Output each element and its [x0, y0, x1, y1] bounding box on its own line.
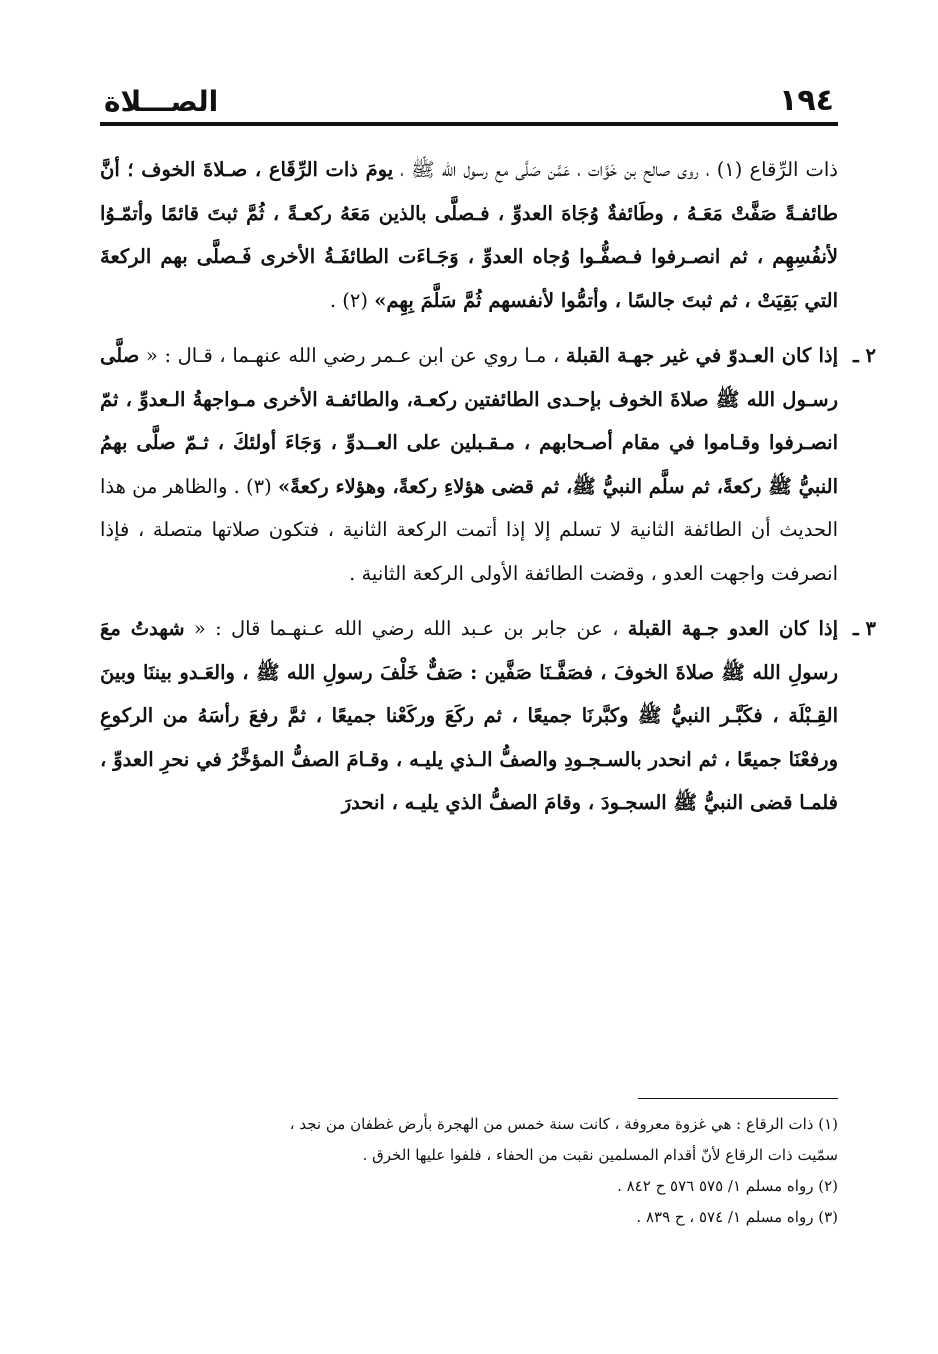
item-quote: شهدتُ معَ رسولِ الله ﷺ صلاةَ الخوفَ ، فصَفَّـنَا صَفَّين : صَفٌّ خَلْفَ رسولِ الله ﷺ ، والعَـدو بيننَا وبينَ القِـبْلَة ، فكَبَّـر النبيُّ ﷺ وكبَّرنَا جميعًا ، ثم ركَعَ وركَعْنا جميعًا ، ثمَّ رفعَ رأسَهُ من الركوعِ ورفعْنَا جميعًا ، ثم انحدر بالسـجـودِ والصفُّ الـذي يليـه ، وقـامَ الصفُّ المؤخَّرُ في نحرِ العدوِّ ، فلمـا قضى النبيُّ ﷺ السجـودَ ، وقامَ الصفُّ الذي يليـه ، انحدرَ — [100, 617, 838, 814]
item-lead: ، عن جابر بن عـبد الله رضي الله عـنهـما قال : « — [184, 617, 628, 640]
intro-lead: ذات الرِّقاع (١) ، روى صالح بن خَوَّات ، عَمَّن صَلَّى مع رسول الله ﷺ ، — [393, 158, 838, 181]
footnote-rule — [638, 1098, 838, 1099]
item-number: ٣ ـ — [853, 617, 876, 640]
footnote: (٣) رواه مسلم ١/ ٥٧٤ ، ح ٨٣٩ . — [636, 1208, 838, 1226]
item-lead: ، مـا روي عن ابن عـمر رضي الله عنهـما ، قـال : « — [139, 344, 566, 367]
intro-quote: يومَ ذات الرِّقَاع ، صـلاةَ الخوف ؛ أنَّ طائفـةً صَفَّتْ مَعَـهُ ، وطَائفةٌ وُجَاهَ العدوِّ ، فـصلَّى بالذين مَعَهُ ركعـةً ، ثُمَّ ثبتَ قائمًا وأتمّـوُا لأنفُسِهِم ، ثم انصـرفوا فـصفُّـوا وُجاه العدوِّ ، وَجَـاءَت الطائفَـةُ الأخرى فَـصلَّى بهم الركعةَ التي بَقِيَتْ ، ثم ثبتَ جالسًا ، وأتمُّوا لأنفسهم ثُمَّ سَلَّمَ بِهِم» — [100, 158, 838, 312]
item-text — [100, 334, 838, 595]
list-item — [100, 334, 876, 595]
running-title: الصـــلاة — [104, 85, 219, 118]
item-tail: (٣) . والظاهر من هذا الحديث أن الطائفة الثانية لا تسلم إلا إذا أتمت الركعة الثانية ، فتكون صلاتها متصلة ، فإذا انصرفت واجهت العدو ، وقضت الطائفة الأولى الركعة الثانية . — [100, 474, 838, 585]
page-header — [100, 70, 838, 116]
item-quote: صلَّى رسـول الله ﷺ صلاةَ الخوف بإحـدى الطائفتين ركعـة، والطائفـة الأخرى مـواجهةُ الـعدوِّ ، ثمّ انصـرفوا وقـاموا في مقام أصـحابهم ، مـقـبلين على العــدوِّ ، وَجَاءَ أولئكَ ، ثـمّ صلَّى بهمُ النبيُّ ﷺ ركعةً، ثم سلَّم النبيُّ ﷺ، ثم قضى هؤلاءِ ركعةً، وهؤلاء ركعةً» — [100, 344, 838, 498]
item-number: ٢ ـ — [853, 344, 876, 367]
item-text — [100, 607, 838, 825]
item-heading: إذا كان العدو جـهة القبلة — [627, 617, 838, 640]
main-text — [100, 148, 876, 825]
list-item — [100, 607, 876, 825]
footnotes — [100, 1098, 838, 1233]
page — [100, 70, 876, 825]
footnote: (٢) رواه مسلم ١/ ٥٧٥ ٥٧٦ ح ٨٤٢ . — [617, 1177, 838, 1195]
footnote: سمّيت ذات الرقاع لأنّ أقدام المسلمين نقبت من الحفاء ، فلفوا عليها الخرق . — [362, 1146, 838, 1164]
item-heading: إذا كان العـدوّ في غير جهـة القبلة — [565, 344, 838, 367]
footnote: (١) ذات الرقاع : هي غزوة معروفة ، كانت سنة خمس من الهجرة بأرض غطفان من نجد ، — [289, 1115, 838, 1133]
intro-tail: (٢) . — [329, 288, 375, 312]
page-number: ١٩٤ — [779, 83, 834, 118]
intro-paragraph — [100, 148, 838, 322]
header-rule — [100, 122, 838, 126]
